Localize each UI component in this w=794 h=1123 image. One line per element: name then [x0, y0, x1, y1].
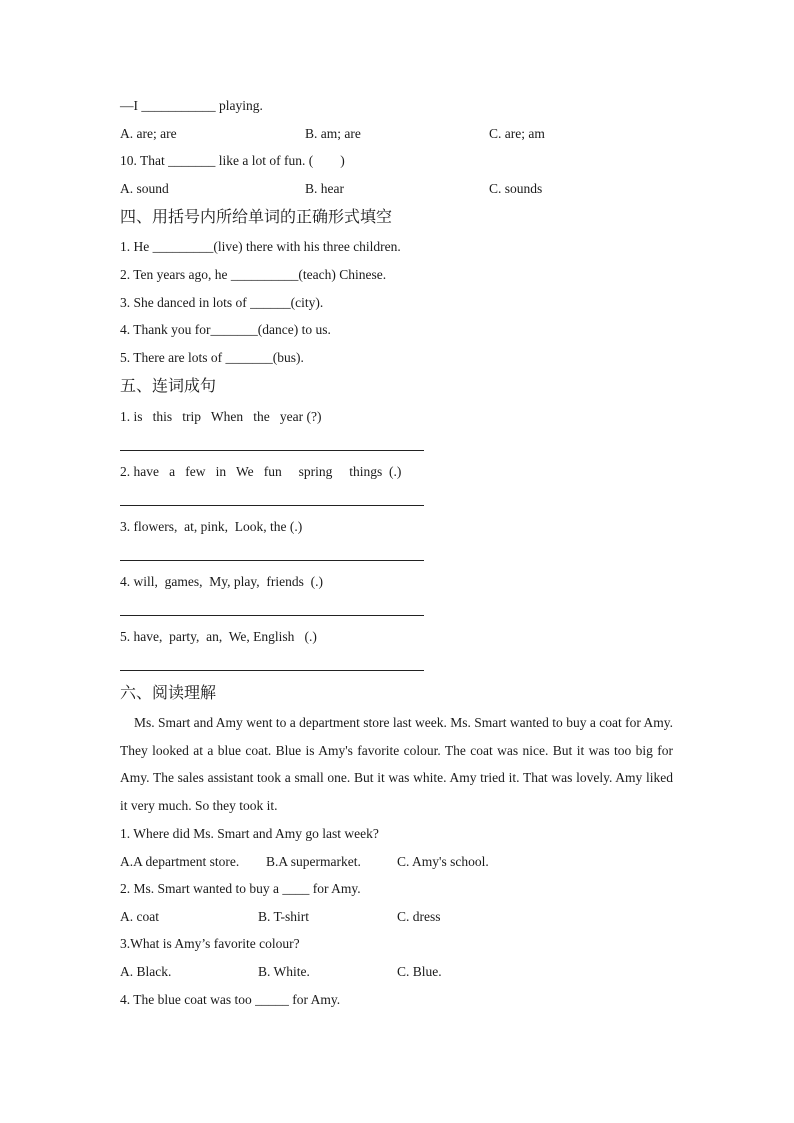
section6-title: 六、阅读理解 — [120, 683, 217, 702]
answer-line-1 — [120, 450, 424, 451]
reading-q2-option-b: B. T-shirt — [258, 909, 310, 924]
section4-item-5: 5. There are lots of _______(bus). — [120, 350, 304, 365]
section4-item-1: 1. He _________(live) there with his three children. — [120, 239, 401, 254]
section5-item-3: 3. flowers, at, pink, Look, the (.) — [120, 519, 303, 534]
q10-option-b: B. hear — [305, 181, 344, 196]
section4-item-2: 2. Ten years ago, he __________(teach) Chinese. — [120, 267, 387, 282]
q9-answer-line: —I ___________ playing. — [120, 98, 263, 113]
answer-line-3 — [120, 560, 424, 561]
q9-option-c: C. are; am — [489, 126, 545, 141]
section5-item-2: 2. have a few in We fun spring things (.) — [120, 464, 402, 479]
reading-q2-options — [0, 908, 794, 928]
reading-q1-option-a: A.A department store. — [120, 854, 240, 869]
reading-q3-option-b: B. White. — [258, 964, 310, 979]
section4-title: 四、用括号内所给单词的正确形式填空 — [120, 207, 393, 226]
q9-option-a: A. are; are — [120, 126, 177, 141]
reading-q2-option-a: A. coat — [120, 909, 159, 924]
reading-q4: 4. The blue coat was too _____ for Amy. — [120, 992, 341, 1007]
section5-item-4: 4. will, games, My, play, friends (.) — [120, 574, 323, 589]
q10-question: 10. That _______ like a lot of fun. ( ) — [120, 153, 345, 168]
reading-q3-option-a: A. Black. — [120, 964, 172, 979]
answer-line-4 — [120, 615, 424, 616]
reading-passage — [120, 709, 673, 819]
section4-item-4: 4. Thank you for_______(dance) to us. — [120, 322, 331, 337]
reading-q3: 3.What is Amy’s favorite colour? — [120, 936, 300, 951]
section5-item-5: 5. have, party, an, We, English (.) — [120, 629, 317, 644]
passage-text: Ms. Smart and Amy went to a department store last week. Ms. Smart wanted to buy a coat for Amy. They looked at a blue coat. Blue is Amy's favorite colour. The coat was nice. But it was too big for Amy. The sales assistant took a small one. But it was white. Amy tried it. That was lovely. Amy liked it very much. So they took it. — [120, 715, 673, 813]
reading-q1: 1. Where did Ms. Smart and Amy go last week? — [120, 826, 379, 841]
q9-options — [0, 125, 794, 145]
section4-item-3: 3. She danced in lots of ______(city). — [120, 295, 324, 310]
answer-line-5 — [120, 670, 424, 671]
q10-option-a: A. sound — [120, 181, 169, 196]
reading-q3-option-c: C. Blue. — [397, 964, 442, 979]
answer-line-2 — [120, 505, 424, 506]
reading-q1-option-c: C. Amy's school. — [397, 854, 489, 869]
section5-item-1: 1. is this trip When the year (?) — [120, 409, 322, 424]
reading-q1-options — [0, 853, 794, 873]
q9-option-b: B. am; are — [305, 126, 361, 141]
q10-option-c: C. sounds — [489, 181, 543, 196]
reading-q1-option-b: B.A supermarket. — [266, 854, 361, 869]
reading-q2: 2. Ms. Smart wanted to buy a ____ for Amy. — [120, 881, 361, 896]
section5-title: 五、连词成句 — [120, 376, 217, 395]
reading-q2-option-c: C. dress — [397, 909, 441, 924]
q10-options — [0, 180, 794, 200]
reading-q3-options — [0, 963, 794, 983]
